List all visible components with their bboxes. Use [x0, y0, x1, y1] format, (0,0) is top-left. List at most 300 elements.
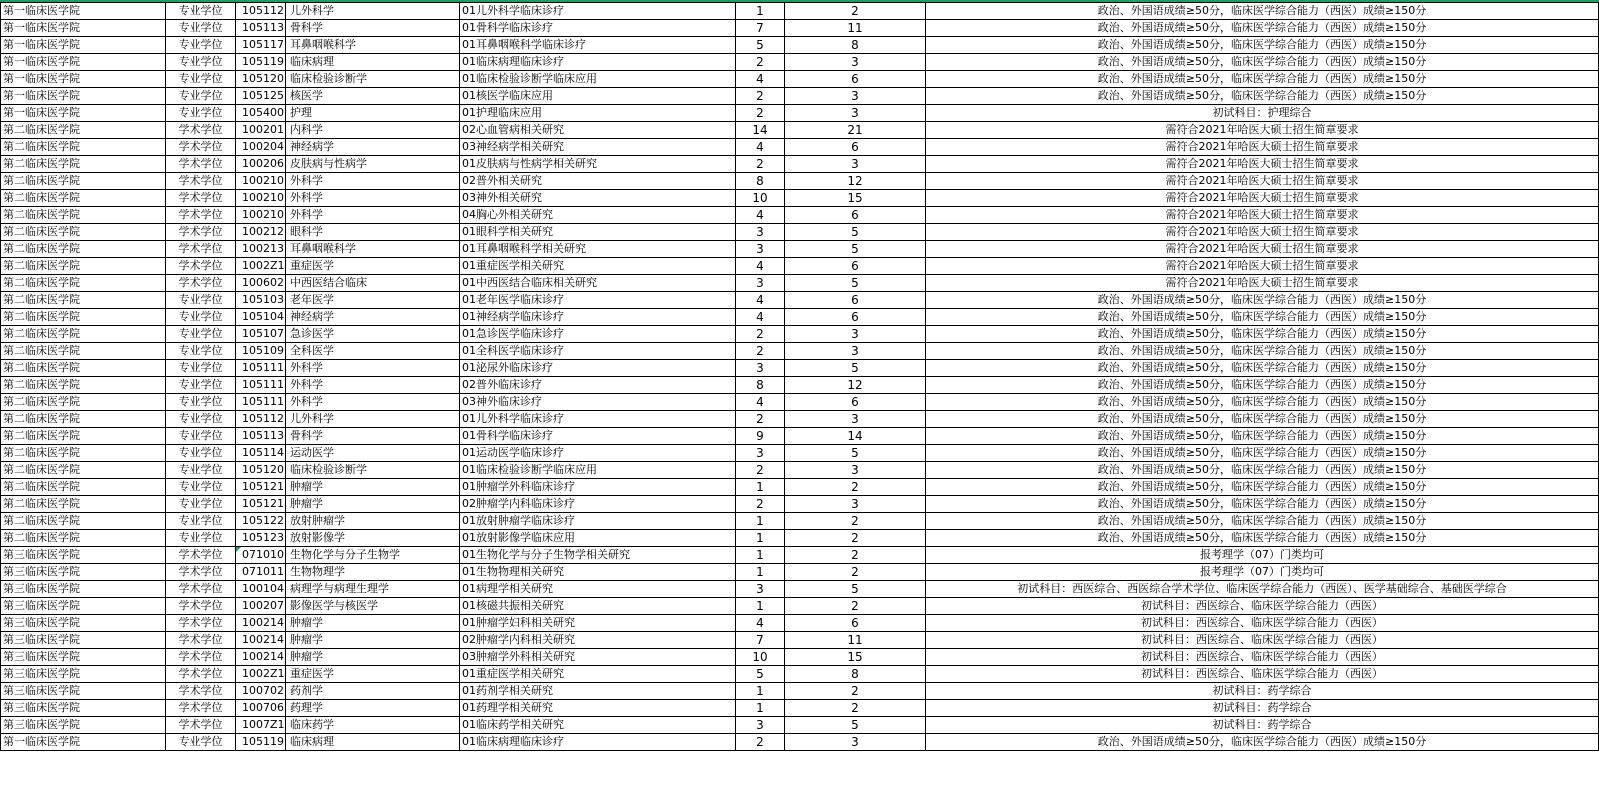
major-name-cell[interactable]: 眼科学 — [286, 224, 460, 241]
major-code-cell[interactable]: 105122 — [236, 513, 286, 530]
research-direction-cell[interactable]: 01重症医学相关研究 — [460, 258, 736, 275]
major-code-cell[interactable]: 105121 — [236, 496, 286, 513]
reexam-count-cell[interactable]: 15 — [785, 190, 926, 207]
major-code-cell[interactable]: 105123 — [236, 530, 286, 547]
major-name-cell[interactable]: 耳鼻咽喉科学 — [286, 37, 460, 54]
research-direction-cell[interactable]: 01放射肿瘤学临床诊疗 — [460, 513, 736, 530]
reexam-count-cell[interactable]: 8 — [785, 37, 926, 54]
reexam-count-cell[interactable]: 11 — [785, 632, 926, 649]
requirement-cell[interactable]: 政治、外国语成绩≥50分，临床医学综合能力（西医）成绩≥150分 — [926, 445, 1599, 462]
quota-cell[interactable]: 3 — [736, 224, 785, 241]
major-name-cell[interactable]: 神经病学 — [286, 139, 460, 156]
requirement-cell[interactable]: 政治、外国语成绩≥50分，临床医学综合能力（西医）成绩≥150分 — [926, 3, 1599, 20]
reexam-count-cell[interactable]: 2 — [785, 598, 926, 615]
research-direction-cell[interactable]: 01核磁共振相关研究 — [460, 598, 736, 615]
quota-cell[interactable]: 2 — [736, 105, 785, 122]
major-name-cell[interactable]: 生物化学与分子生物学 — [286, 547, 460, 564]
reexam-count-cell[interactable]: 6 — [785, 615, 926, 632]
major-code-cell[interactable]: 100206 — [236, 156, 286, 173]
reexam-count-cell[interactable]: 2 — [785, 513, 926, 530]
major-name-cell[interactable]: 全科医学 — [286, 343, 460, 360]
degree-type-cell[interactable]: 学术学位 — [166, 258, 236, 275]
college-cell[interactable]: 第二临床医学院 — [1, 479, 166, 496]
college-cell[interactable]: 第二临床医学院 — [1, 496, 166, 513]
research-direction-cell[interactable]: 02普外相关研究 — [460, 173, 736, 190]
major-code-cell[interactable]: 105120 — [236, 71, 286, 88]
major-code-cell[interactable]: 1002Z1 — [236, 666, 286, 683]
reexam-count-cell[interactable]: 6 — [785, 258, 926, 275]
quota-cell[interactable]: 8 — [736, 173, 785, 190]
major-code-cell[interactable]: 100602 — [236, 275, 286, 292]
requirement-cell[interactable]: 初试科目：西医综合、西医综合学术学位、临床医学综合能力（西医）、医学基础综合、基础医学综合 — [926, 581, 1599, 598]
requirement-cell[interactable]: 政治、外国语成绩≥50分，临床医学综合能力（西医）成绩≥150分 — [926, 496, 1599, 513]
degree-type-cell[interactable]: 学术学位 — [166, 547, 236, 564]
major-code-cell[interactable]: 105107 — [236, 326, 286, 343]
requirement-cell[interactable]: 初试科目：药学综合 — [926, 700, 1599, 717]
college-cell[interactable]: 第二临床医学院 — [1, 360, 166, 377]
major-name-cell[interactable]: 放射肿瘤学 — [286, 513, 460, 530]
college-cell[interactable]: 第三临床医学院 — [1, 683, 166, 700]
quota-cell[interactable]: 1 — [736, 683, 785, 700]
research-direction-cell[interactable]: 03神外相关研究 — [460, 190, 736, 207]
college-cell[interactable]: 第二临床医学院 — [1, 343, 166, 360]
research-direction-cell[interactable]: 01临床病理临床诊疗 — [460, 54, 736, 71]
major-name-cell[interactable]: 临床病理 — [286, 54, 460, 71]
quota-cell[interactable]: 2 — [736, 496, 785, 513]
college-cell[interactable]: 第二临床医学院 — [1, 275, 166, 292]
college-cell[interactable]: 第三临床医学院 — [1, 581, 166, 598]
college-cell[interactable]: 第二临床医学院 — [1, 462, 166, 479]
reexam-count-cell[interactable]: 6 — [785, 71, 926, 88]
degree-type-cell[interactable]: 学术学位 — [166, 649, 236, 666]
research-direction-cell[interactable]: 01全科医学临床诊疗 — [460, 343, 736, 360]
major-code-cell[interactable]: 100702 — [236, 683, 286, 700]
requirement-cell[interactable]: 初试科目：护理综合 — [926, 105, 1599, 122]
quota-cell[interactable]: 9 — [736, 428, 785, 445]
degree-type-cell[interactable]: 学术学位 — [166, 615, 236, 632]
requirement-cell[interactable]: 初试科目：西医综合、临床医学综合能力（西医） — [926, 598, 1599, 615]
major-name-cell[interactable]: 肿瘤学 — [286, 632, 460, 649]
quota-cell[interactable]: 5 — [736, 666, 785, 683]
degree-type-cell[interactable]: 专业学位 — [166, 377, 236, 394]
degree-type-cell[interactable]: 学术学位 — [166, 666, 236, 683]
major-code-cell[interactable]: 105113 — [236, 20, 286, 37]
quota-cell[interactable]: 8 — [736, 377, 785, 394]
quota-cell[interactable]: 1 — [736, 513, 785, 530]
college-cell[interactable]: 第二临床医学院 — [1, 292, 166, 309]
requirement-cell[interactable]: 初试科目：药学综合 — [926, 717, 1599, 734]
degree-type-cell[interactable]: 专业学位 — [166, 530, 236, 547]
requirement-cell[interactable]: 初试科目：西医综合、临床医学综合能力（西医） — [926, 666, 1599, 683]
major-code-cell[interactable]: 100204 — [236, 139, 286, 156]
research-direction-cell[interactable]: 02肿瘤学内科临床诊疗 — [460, 496, 736, 513]
research-direction-cell[interactable]: 01护理临床应用 — [460, 105, 736, 122]
reexam-count-cell[interactable]: 14 — [785, 428, 926, 445]
degree-type-cell[interactable]: 专业学位 — [166, 20, 236, 37]
college-cell[interactable]: 第三临床医学院 — [1, 666, 166, 683]
major-name-cell[interactable]: 神经病学 — [286, 309, 460, 326]
major-code-cell[interactable]: 105119 — [236, 734, 286, 751]
requirement-cell[interactable]: 初试科目：药学综合 — [926, 683, 1599, 700]
college-cell[interactable]: 第一临床医学院 — [1, 71, 166, 88]
requirement-cell[interactable]: 政治、外国语成绩≥50分，临床医学综合能力（西医）成绩≥150分 — [926, 88, 1599, 105]
major-name-cell[interactable]: 中西医结合临床 — [286, 275, 460, 292]
reexam-count-cell[interactable]: 5 — [785, 275, 926, 292]
major-name-cell[interactable]: 耳鼻咽喉科学 — [286, 241, 460, 258]
major-name-cell[interactable]: 外科学 — [286, 377, 460, 394]
research-direction-cell[interactable]: 01运动医学临床诊疗 — [460, 445, 736, 462]
quota-cell[interactable]: 4 — [736, 309, 785, 326]
degree-type-cell[interactable]: 专业学位 — [166, 3, 236, 20]
quota-cell[interactable]: 1 — [736, 3, 785, 20]
major-name-cell[interactable]: 皮肤病与性病学 — [286, 156, 460, 173]
college-cell[interactable]: 第一临床医学院 — [1, 734, 166, 751]
reexam-count-cell[interactable]: 3 — [785, 496, 926, 513]
requirement-cell[interactable]: 报考理学（07）门类均可 — [926, 547, 1599, 564]
major-code-cell[interactable]: 105117 — [236, 37, 286, 54]
requirement-cell[interactable]: 需符合2021年哈医大硕士招生简章要求 — [926, 207, 1599, 224]
quota-cell[interactable]: 2 — [736, 343, 785, 360]
reexam-count-cell[interactable]: 2 — [785, 530, 926, 547]
reexam-count-cell[interactable]: 2 — [785, 547, 926, 564]
requirement-cell[interactable]: 初试科目：西医综合、临床医学综合能力（西医） — [926, 615, 1599, 632]
reexam-count-cell[interactable]: 6 — [785, 139, 926, 156]
degree-type-cell[interactable]: 学术学位 — [166, 581, 236, 598]
major-code-cell[interactable]: 100201 — [236, 122, 286, 139]
major-name-cell[interactable]: 临床病理 — [286, 734, 460, 751]
major-code-cell[interactable]: 105113 — [236, 428, 286, 445]
quota-cell[interactable]: 1 — [736, 700, 785, 717]
reexam-count-cell[interactable]: 5 — [785, 717, 926, 734]
college-cell[interactable]: 第三临床医学院 — [1, 649, 166, 666]
major-name-cell[interactable]: 肿瘤学 — [286, 479, 460, 496]
requirement-cell[interactable]: 政治、外国语成绩≥50分，临床医学综合能力（西医）成绩≥150分 — [926, 513, 1599, 530]
reexam-count-cell[interactable]: 6 — [785, 207, 926, 224]
major-code-cell[interactable]: 100213 — [236, 241, 286, 258]
degree-type-cell[interactable]: 专业学位 — [166, 496, 236, 513]
quota-cell[interactable]: 3 — [736, 275, 785, 292]
requirement-cell[interactable]: 政治、外国语成绩≥50分，临床医学综合能力（西医）成绩≥150分 — [926, 530, 1599, 547]
reexam-count-cell[interactable]: 3 — [785, 156, 926, 173]
research-direction-cell[interactable]: 02心血管病相关研究 — [460, 122, 736, 139]
degree-type-cell[interactable]: 专业学位 — [166, 292, 236, 309]
research-direction-cell[interactable]: 01临床检验诊断学临床应用 — [460, 462, 736, 479]
major-name-cell[interactable]: 肿瘤学 — [286, 496, 460, 513]
major-code-cell[interactable]: 105111 — [236, 394, 286, 411]
college-cell[interactable]: 第二临床医学院 — [1, 309, 166, 326]
quota-cell[interactable]: 4 — [736, 207, 785, 224]
requirement-cell[interactable]: 政治、外国语成绩≥50分，临床医学综合能力（西医）成绩≥150分 — [926, 71, 1599, 88]
degree-type-cell[interactable]: 专业学位 — [166, 445, 236, 462]
requirement-cell[interactable]: 政治、外国语成绩≥50分，临床医学综合能力（西医）成绩≥150分 — [926, 428, 1599, 445]
quota-cell[interactable]: 1 — [736, 547, 785, 564]
reexam-count-cell[interactable]: 6 — [785, 309, 926, 326]
major-code-cell[interactable]: 100214 — [236, 649, 286, 666]
quota-cell[interactable]: 2 — [736, 411, 785, 428]
degree-type-cell[interactable]: 学术学位 — [166, 122, 236, 139]
reexam-count-cell[interactable]: 2 — [785, 3, 926, 20]
requirement-cell[interactable]: 政治、外国语成绩≥50分，临床医学综合能力（西医）成绩≥150分 — [926, 394, 1599, 411]
college-cell[interactable]: 第二临床医学院 — [1, 394, 166, 411]
major-code-cell[interactable]: 1002Z1 — [236, 258, 286, 275]
reexam-count-cell[interactable]: 5 — [785, 241, 926, 258]
degree-type-cell[interactable]: 专业学位 — [166, 309, 236, 326]
quota-cell[interactable]: 2 — [736, 156, 785, 173]
quota-cell[interactable]: 5 — [736, 37, 785, 54]
major-name-cell[interactable]: 影像医学与核医学 — [286, 598, 460, 615]
requirement-cell[interactable]: 报考理学（07）门类均可 — [926, 564, 1599, 581]
reexam-count-cell[interactable]: 12 — [785, 377, 926, 394]
degree-type-cell[interactable]: 专业学位 — [166, 513, 236, 530]
college-cell[interactable]: 第一临床医学院 — [1, 54, 166, 71]
college-cell[interactable]: 第三临床医学院 — [1, 547, 166, 564]
quota-cell[interactable]: 4 — [736, 292, 785, 309]
research-direction-cell[interactable]: 01生物物理相关研究 — [460, 564, 736, 581]
college-cell[interactable]: 第二临床医学院 — [1, 530, 166, 547]
major-name-cell[interactable]: 骨科学 — [286, 20, 460, 37]
requirement-cell[interactable]: 政治、外国语成绩≥50分，临床医学综合能力（西医）成绩≥150分 — [926, 462, 1599, 479]
college-cell[interactable]: 第一临床医学院 — [1, 105, 166, 122]
requirement-cell[interactable]: 需符合2021年哈医大硕士招生简章要求 — [926, 224, 1599, 241]
major-name-cell[interactable]: 生物物理学 — [286, 564, 460, 581]
degree-type-cell[interactable]: 学术学位 — [166, 207, 236, 224]
quota-cell[interactable]: 3 — [736, 717, 785, 734]
college-cell[interactable]: 第二临床医学院 — [1, 513, 166, 530]
major-code-cell[interactable]: 105121 — [236, 479, 286, 496]
major-name-cell[interactable]: 肿瘤学 — [286, 615, 460, 632]
major-name-cell[interactable]: 骨科学 — [286, 428, 460, 445]
degree-type-cell[interactable]: 专业学位 — [166, 343, 236, 360]
major-code-cell[interactable]: 105125 — [236, 88, 286, 105]
requirement-cell[interactable]: 政治、外国语成绩≥50分，临床医学综合能力（西医）成绩≥150分 — [926, 479, 1599, 496]
research-direction-cell[interactable]: 01药理学相关研究 — [460, 700, 736, 717]
major-name-cell[interactable]: 儿外科学 — [286, 3, 460, 20]
degree-type-cell[interactable]: 学术学位 — [166, 275, 236, 292]
requirement-cell[interactable]: 政治、外国语成绩≥50分，临床医学综合能力（西医）成绩≥150分 — [926, 411, 1599, 428]
quota-cell[interactable]: 10 — [736, 190, 785, 207]
requirement-cell[interactable]: 需符合2021年哈医大硕士招生简章要求 — [926, 156, 1599, 173]
research-direction-cell[interactable]: 01放射影像学临床应用 — [460, 530, 736, 547]
major-name-cell[interactable]: 药理学 — [286, 700, 460, 717]
research-direction-cell[interactable]: 01中西医结合临床相关研究 — [460, 275, 736, 292]
research-direction-cell[interactable]: 01老年医学临床诊疗 — [460, 292, 736, 309]
requirement-cell[interactable]: 需符合2021年哈医大硕士招生简章要求 — [926, 122, 1599, 139]
reexam-count-cell[interactable]: 5 — [785, 445, 926, 462]
reexam-count-cell[interactable]: 5 — [785, 224, 926, 241]
degree-type-cell[interactable]: 学术学位 — [166, 190, 236, 207]
quota-cell[interactable]: 14 — [736, 122, 785, 139]
major-name-cell[interactable]: 外科学 — [286, 394, 460, 411]
degree-type-cell[interactable]: 专业学位 — [166, 411, 236, 428]
college-cell[interactable]: 第二临床医学院 — [1, 190, 166, 207]
major-code-cell[interactable]: 100210 — [236, 190, 286, 207]
requirement-cell[interactable]: 政治、外国语成绩≥50分，临床医学综合能力（西医）成绩≥150分 — [926, 343, 1599, 360]
quota-cell[interactable]: 4 — [736, 615, 785, 632]
degree-type-cell[interactable]: 学术学位 — [166, 139, 236, 156]
research-direction-cell[interactable]: 01耳鼻咽喉科学相关研究 — [460, 241, 736, 258]
quota-cell[interactable]: 1 — [736, 479, 785, 496]
research-direction-cell[interactable]: 01骨科学临床诊疗 — [460, 428, 736, 445]
major-code-cell[interactable]: 100207 — [236, 598, 286, 615]
research-direction-cell[interactable]: 01泌尿外临床诊疗 — [460, 360, 736, 377]
reexam-count-cell[interactable]: 3 — [785, 54, 926, 71]
requirement-cell[interactable]: 政治、外国语成绩≥50分，临床医学综合能力（西医）成绩≥150分 — [926, 37, 1599, 54]
college-cell[interactable]: 第一临床医学院 — [1, 3, 166, 20]
major-name-cell[interactable]: 临床药学 — [286, 717, 460, 734]
major-code-cell[interactable]: 071011 — [236, 564, 286, 581]
reexam-count-cell[interactable]: 3 — [785, 105, 926, 122]
requirement-cell[interactable]: 需符合2021年哈医大硕士招生简章要求 — [926, 258, 1599, 275]
degree-type-cell[interactable]: 专业学位 — [166, 394, 236, 411]
quota-cell[interactable]: 4 — [736, 258, 785, 275]
quota-cell[interactable]: 1 — [736, 530, 785, 547]
reexam-count-cell[interactable]: 2 — [785, 700, 926, 717]
major-code-cell[interactable]: 100210 — [236, 207, 286, 224]
degree-type-cell[interactable]: 专业学位 — [166, 479, 236, 496]
reexam-count-cell[interactable]: 2 — [785, 683, 926, 700]
major-code-cell[interactable]: 105103 — [236, 292, 286, 309]
reexam-count-cell[interactable]: 11 — [785, 20, 926, 37]
degree-type-cell[interactable]: 学术学位 — [166, 700, 236, 717]
reexam-count-cell[interactable]: 5 — [785, 360, 926, 377]
major-name-cell[interactable]: 病理学与病理生理学 — [286, 581, 460, 598]
research-direction-cell[interactable]: 01儿外科学临床诊疗 — [460, 3, 736, 20]
major-code-cell[interactable]: 100706 — [236, 700, 286, 717]
college-cell[interactable]: 第二临床医学院 — [1, 173, 166, 190]
major-code-cell[interactable]: 100214 — [236, 632, 286, 649]
college-cell[interactable]: 第一临床医学院 — [1, 88, 166, 105]
quota-cell[interactable]: 1 — [736, 598, 785, 615]
degree-type-cell[interactable]: 专业学位 — [166, 88, 236, 105]
quota-cell[interactable]: 1 — [736, 564, 785, 581]
reexam-count-cell[interactable]: 3 — [785, 734, 926, 751]
degree-type-cell[interactable]: 学术学位 — [166, 241, 236, 258]
requirement-cell[interactable]: 政治、外国语成绩≥50分，临床医学综合能力（西医）成绩≥150分 — [926, 734, 1599, 751]
quota-cell[interactable]: 3 — [736, 581, 785, 598]
quota-cell[interactable]: 7 — [736, 632, 785, 649]
research-direction-cell[interactable]: 01骨科学临床诊疗 — [460, 20, 736, 37]
research-direction-cell[interactable]: 01肿瘤学妇科相关研究 — [460, 615, 736, 632]
reexam-count-cell[interactable]: 6 — [785, 292, 926, 309]
research-direction-cell[interactable]: 01药剂学相关研究 — [460, 683, 736, 700]
major-name-cell[interactable]: 放射影像学 — [286, 530, 460, 547]
major-code-cell[interactable]: 1007Z1 — [236, 717, 286, 734]
major-name-cell[interactable]: 外科学 — [286, 190, 460, 207]
major-name-cell[interactable]: 内科学 — [286, 122, 460, 139]
reexam-count-cell[interactable]: 8 — [785, 666, 926, 683]
research-direction-cell[interactable]: 03神经病学相关研究 — [460, 139, 736, 156]
major-name-cell[interactable]: 护理 — [286, 105, 460, 122]
college-cell[interactable]: 第二临床医学院 — [1, 428, 166, 445]
major-name-cell[interactable]: 核医学 — [286, 88, 460, 105]
college-cell[interactable]: 第二临床医学院 — [1, 122, 166, 139]
research-direction-cell[interactable]: 01临床检验诊断学临床应用 — [460, 71, 736, 88]
research-direction-cell[interactable]: 02肿瘤学内科相关研究 — [460, 632, 736, 649]
research-direction-cell[interactable]: 01重症医学相关研究 — [460, 666, 736, 683]
requirement-cell[interactable]: 政治、外国语成绩≥50分，临床医学综合能力（西医）成绩≥150分 — [926, 377, 1599, 394]
major-name-cell[interactable]: 肿瘤学 — [286, 649, 460, 666]
research-direction-cell[interactable]: 01神经病学临床诊疗 — [460, 309, 736, 326]
major-code-cell[interactable]: 100210 — [236, 173, 286, 190]
major-name-cell[interactable]: 儿外科学 — [286, 411, 460, 428]
college-cell[interactable]: 第二临床医学院 — [1, 326, 166, 343]
major-name-cell[interactable]: 临床检验诊断学 — [286, 71, 460, 88]
major-code-cell[interactable]: 105119 — [236, 54, 286, 71]
research-direction-cell[interactable]: 01眼科学相关研究 — [460, 224, 736, 241]
research-direction-cell[interactable]: 01皮肤病与性病学相关研究 — [460, 156, 736, 173]
major-code-cell[interactable]: 071010 — [236, 547, 286, 564]
major-code-cell[interactable]: 100104 — [236, 581, 286, 598]
degree-type-cell[interactable]: 学术学位 — [166, 683, 236, 700]
degree-type-cell[interactable]: 专业学位 — [166, 462, 236, 479]
college-cell[interactable]: 第二临床医学院 — [1, 411, 166, 428]
reexam-count-cell[interactable]: 3 — [785, 462, 926, 479]
reexam-count-cell[interactable]: 3 — [785, 326, 926, 343]
requirement-cell[interactable]: 初试科目：西医综合、临床医学综合能力（西医） — [926, 632, 1599, 649]
requirement-cell[interactable]: 需符合2021年哈医大硕士招生简章要求 — [926, 275, 1599, 292]
major-name-cell[interactable]: 重症医学 — [286, 258, 460, 275]
requirement-cell[interactable]: 需符合2021年哈医大硕士招生简章要求 — [926, 241, 1599, 258]
quota-cell[interactable]: 2 — [736, 326, 785, 343]
quota-cell[interactable]: 2 — [736, 734, 785, 751]
degree-type-cell[interactable]: 学术学位 — [166, 717, 236, 734]
major-name-cell[interactable]: 重症医学 — [286, 666, 460, 683]
major-code-cell[interactable]: 105104 — [236, 309, 286, 326]
college-cell[interactable]: 第二临床医学院 — [1, 156, 166, 173]
major-code-cell[interactable]: 105112 — [236, 3, 286, 20]
college-cell[interactable]: 第三临床医学院 — [1, 598, 166, 615]
major-name-cell[interactable]: 药剂学 — [286, 683, 460, 700]
degree-type-cell[interactable]: 学术学位 — [166, 173, 236, 190]
college-cell[interactable]: 第二临床医学院 — [1, 258, 166, 275]
major-name-cell[interactable]: 急诊医学 — [286, 326, 460, 343]
quota-cell[interactable]: 3 — [736, 360, 785, 377]
quota-cell[interactable]: 2 — [736, 88, 785, 105]
reexam-count-cell[interactable]: 3 — [785, 411, 926, 428]
college-cell[interactable]: 第二临床医学院 — [1, 139, 166, 156]
degree-type-cell[interactable]: 专业学位 — [166, 734, 236, 751]
college-cell[interactable]: 第三临床医学院 — [1, 632, 166, 649]
research-direction-cell[interactable]: 01儿外科学临床诊疗 — [460, 411, 736, 428]
major-code-cell[interactable]: 100214 — [236, 615, 286, 632]
degree-type-cell[interactable]: 专业学位 — [166, 360, 236, 377]
quota-cell[interactable]: 3 — [736, 445, 785, 462]
major-code-cell[interactable]: 105112 — [236, 411, 286, 428]
research-direction-cell[interactable]: 03神外临床诊疗 — [460, 394, 736, 411]
reexam-count-cell[interactable]: 3 — [785, 343, 926, 360]
quota-cell[interactable]: 3 — [736, 241, 785, 258]
quota-cell[interactable]: 4 — [736, 71, 785, 88]
college-cell[interactable]: 第二临床医学院 — [1, 445, 166, 462]
major-code-cell[interactable]: 105400 — [236, 105, 286, 122]
reexam-count-cell[interactable]: 15 — [785, 649, 926, 666]
college-cell[interactable]: 第二临床医学院 — [1, 207, 166, 224]
research-direction-cell[interactable]: 01耳鼻咽喉科学临床诊疗 — [460, 37, 736, 54]
degree-type-cell[interactable]: 学术学位 — [166, 598, 236, 615]
quota-cell[interactable]: 10 — [736, 649, 785, 666]
research-direction-cell[interactable]: 01病理学相关研究 — [460, 581, 736, 598]
degree-type-cell[interactable]: 专业学位 — [166, 105, 236, 122]
reexam-count-cell[interactable]: 12 — [785, 173, 926, 190]
research-direction-cell[interactable]: 01肿瘤学外科临床诊疗 — [460, 479, 736, 496]
college-cell[interactable]: 第三临床医学院 — [1, 700, 166, 717]
major-name-cell[interactable]: 临床检验诊断学 — [286, 462, 460, 479]
major-name-cell[interactable]: 外科学 — [286, 173, 460, 190]
college-cell[interactable]: 第二临床医学院 — [1, 377, 166, 394]
requirement-cell[interactable]: 初试科目：西医综合、临床医学综合能力（西医） — [926, 649, 1599, 666]
requirement-cell[interactable]: 需符合2021年哈医大硕士招生简章要求 — [926, 173, 1599, 190]
research-direction-cell[interactable]: 01核医学临床应用 — [460, 88, 736, 105]
